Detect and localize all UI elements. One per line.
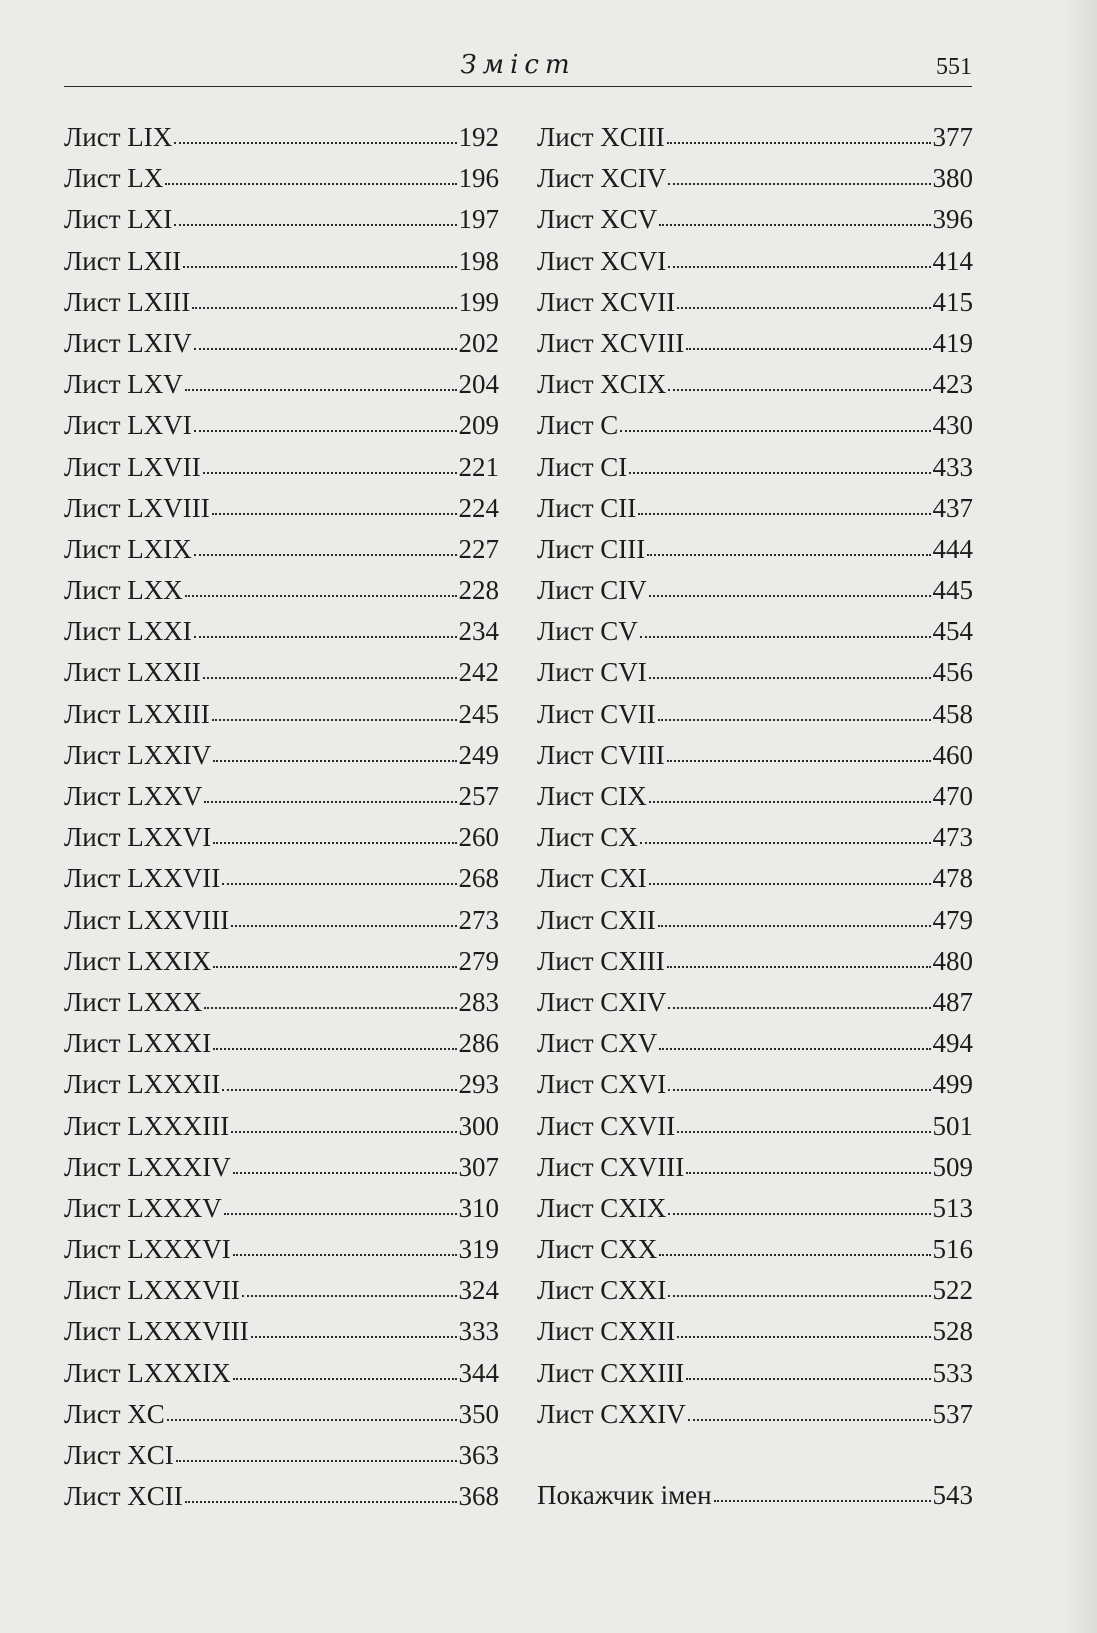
toc-entry (537, 1229, 973, 1270)
toc-entry (64, 1023, 499, 1064)
toc-dot-leader (649, 589, 931, 597)
toc-dot-leader (222, 877, 456, 885)
toc-dot-leader (231, 919, 456, 927)
toc-entry-title: Лист CXXI (537, 1275, 667, 1306)
toc-entry (64, 1147, 499, 1188)
toc-entry-page: 279 (458, 945, 499, 976)
toc-entry-page: 197 (458, 204, 499, 235)
toc-entry-page: 350 (458, 1398, 499, 1429)
toc-entry-page: 456 (932, 657, 973, 688)
toc-entry-title: Лист LXXIX (64, 945, 212, 976)
toc-entry-page: 528 (932, 1316, 973, 1347)
toc-entry-title: Лист LXXXVI (64, 1234, 231, 1265)
toc-entry (64, 1188, 499, 1229)
toc-entry (64, 1106, 499, 1147)
toc-entry-page: 199 (458, 286, 499, 317)
toc-dot-leader (677, 301, 930, 309)
toc-dot-leader (194, 630, 457, 638)
toc-dot-leader (233, 1372, 457, 1380)
toc-dot-leader (212, 713, 457, 721)
toc-entry (537, 1394, 973, 1435)
toc-entry (537, 1023, 973, 1064)
toc-dot-leader (667, 960, 931, 968)
toc-entry-page: 516 (932, 1234, 973, 1265)
toc-entry-title: Лист XCVI (537, 245, 667, 276)
toc-entry-title: Лист CX (537, 822, 638, 853)
toc-entry-title: Лист LXXIII (64, 698, 210, 729)
toc-entry-title: Лист CXVII (537, 1110, 676, 1141)
toc-dot-leader (204, 1001, 456, 1009)
toc-entry-page: 437 (932, 492, 973, 523)
toc-entry-page: 415 (932, 286, 973, 317)
toc-dot-leader (677, 1330, 930, 1338)
toc-entry (64, 858, 499, 899)
toc-entry (64, 817, 499, 858)
running-header (64, 48, 972, 87)
toc-entry (64, 282, 499, 323)
toc-entry-title: Лист XCVII (537, 286, 676, 317)
toc-entry-title: Лист CXVIII (537, 1151, 685, 1182)
toc-entry-title: Лист CXVI (537, 1069, 667, 1100)
toc-dot-leader (649, 671, 931, 679)
toc-dot-leader (176, 1454, 457, 1462)
toc-entry (537, 1311, 973, 1352)
toc-entry-title: Лист LXVIII (64, 492, 210, 523)
toc-entry-title: Лист LXXXI (64, 1028, 212, 1059)
toc-entry-page: 444 (932, 533, 973, 564)
toc-dot-leader (233, 1248, 457, 1256)
toc-dot-leader (677, 1125, 930, 1133)
toc-entry (64, 694, 499, 735)
toc-entry-page: 268 (458, 863, 499, 894)
toc-dot-leader (686, 1166, 930, 1174)
toc-dot-leader (686, 1372, 930, 1380)
toc-entry-page: 445 (932, 575, 973, 606)
toc-entry-title: Лист CVI (537, 657, 647, 688)
toc-entry (537, 570, 973, 611)
toc-entry (537, 858, 973, 899)
toc-entry-page: 234 (458, 616, 499, 647)
toc-entry (64, 1270, 499, 1311)
toc-dot-leader (224, 1207, 457, 1215)
toc-entry-page: 224 (458, 492, 499, 523)
toc-right-column (537, 117, 973, 1435)
toc-dot-leader (668, 1289, 930, 1297)
toc-entry-page: 470 (932, 781, 973, 811)
toc-entry (64, 776, 499, 817)
toc-entry-page: 344 (458, 1357, 499, 1388)
toc-dot-leader (667, 754, 931, 762)
toc-entry-title: Лист LXX (64, 575, 183, 606)
toc-entry-title: Лист LXI (64, 204, 173, 235)
toc-entry-page: 245 (458, 698, 499, 729)
toc-entry-page: 501 (932, 1110, 973, 1141)
toc-entry-title: Лист CIX (537, 781, 647, 811)
toc-dot-leader (213, 836, 456, 844)
toc-entry-title: Лист CXII (537, 904, 656, 935)
toc-entry (537, 1106, 973, 1147)
toc-entry-title: Лист LXXXIV (64, 1151, 231, 1182)
toc-entry (64, 1476, 499, 1517)
toc-entry (537, 199, 973, 240)
toc-entry (64, 1353, 499, 1394)
toc-entry-title: Лист LXVI (64, 410, 192, 441)
toc-dot-leader (183, 260, 456, 268)
toc-dot-leader (688, 1413, 931, 1421)
toc-dot-leader (174, 136, 456, 144)
toc-entry-page: 478 (932, 863, 973, 894)
toc-entry-title: Лист LXXX (64, 986, 203, 1017)
toc-entry-title: Лист LXXV (64, 781, 203, 811)
toc-dot-leader (620, 424, 930, 432)
toc-entry-title: Лист CXXII (537, 1316, 676, 1347)
toc-entry (537, 1147, 973, 1188)
toc-entry-page: 487 (932, 986, 973, 1017)
toc-entry-title: Лист LXIV (64, 327, 192, 358)
toc-left-column (64, 117, 499, 1517)
toc-entry-title: Лист LXXXV (64, 1192, 222, 1223)
toc-entry (537, 529, 973, 570)
toc-entry-page: 460 (932, 739, 973, 770)
toc-dot-leader (640, 836, 931, 844)
toc-entry-title: Лист CII (537, 492, 637, 523)
toc-dot-leader (233, 1166, 457, 1174)
toc-dot-leader (668, 260, 930, 268)
toc-dot-leader (629, 466, 930, 474)
toc-dot-leader (192, 301, 456, 309)
toc-entry (64, 364, 499, 405)
toc-entry-title: Лист LXXXIII (64, 1110, 230, 1141)
toc-entry-page: 242 (458, 657, 499, 688)
toc-entry-page: 293 (458, 1069, 499, 1100)
toc-entry (64, 447, 499, 488)
toc-entry-title: Лист CXI (537, 863, 647, 894)
toc-dot-leader (231, 1125, 456, 1133)
toc-dot-leader (658, 919, 931, 927)
toc-entry-page: 333 (458, 1316, 499, 1347)
toc-entry-title: Лист CIV (537, 575, 647, 606)
toc-dot-leader (185, 1495, 457, 1503)
toc-entry-page: 363 (458, 1440, 499, 1470)
toc-entry-title: Лист LXII (64, 245, 182, 276)
toc-dot-leader (668, 1001, 930, 1009)
toc-entry (537, 776, 973, 817)
toc-entry-page: 202 (458, 327, 499, 358)
toc-entry-page: 209 (458, 410, 499, 441)
toc-dot-leader (659, 1248, 930, 1256)
toc-entry-title: Лист C (537, 410, 619, 441)
toc-entry-page: 319 (458, 1234, 499, 1265)
toc-entry-title: Лист CI (537, 451, 628, 482)
toc-dot-leader (222, 1083, 456, 1091)
toc-entry-page: 273 (458, 904, 499, 935)
page-number: 551 (936, 54, 972, 80)
toc-dot-leader (213, 1042, 456, 1050)
toc-entry (537, 158, 973, 199)
toc-entry-title: Лист LX (64, 163, 164, 194)
toc-dot-leader (668, 1083, 930, 1091)
toc-entry-page: 221 (458, 451, 499, 482)
toc-entry-title: Лист LXXVII (64, 863, 221, 894)
toc-dot-leader (194, 424, 457, 432)
toc-entry-page: 543 (932, 1480, 973, 1510)
toc-entry (537, 241, 973, 282)
toc-dot-leader (242, 1289, 457, 1297)
toc-entry-title: Лист CXV (537, 1028, 658, 1059)
toc-dot-leader (165, 177, 456, 185)
toc-entry (537, 652, 973, 693)
toc-entry-title: Лист XCV (537, 204, 658, 235)
toc-entry (537, 364, 973, 405)
toc-entry (537, 900, 973, 941)
toc-entry-page: 499 (932, 1069, 973, 1100)
toc-entry-title: Лист LXVII (64, 451, 201, 482)
toc-entry-page: 260 (458, 822, 499, 853)
toc-entry (64, 529, 499, 570)
toc-entry (64, 117, 499, 158)
toc-entry (64, 405, 499, 446)
toc-entry (537, 405, 973, 446)
toc-entry-title: Лист LXXVIII (64, 904, 230, 935)
toc-entry-page: 204 (458, 369, 499, 400)
toc-entry (64, 652, 499, 693)
toc-dot-leader (668, 177, 930, 185)
toc-entry (64, 158, 499, 199)
toc-entry-title: Лист CXX (537, 1234, 658, 1265)
toc-dot-leader (203, 466, 457, 474)
toc-entry (537, 611, 973, 652)
toc-entry-page: 283 (458, 986, 499, 1017)
toc-entry (64, 900, 499, 941)
toc-entry (64, 611, 499, 652)
toc-entry-title: Лист XCIV (537, 163, 667, 194)
toc-entry (537, 982, 973, 1023)
toc-entry (537, 1188, 973, 1229)
toc-dot-leader (194, 342, 457, 350)
toc-entry (64, 1229, 499, 1270)
toc-entry-title: Лист LXXIV (64, 739, 212, 770)
toc-dot-leader (174, 218, 456, 226)
toc-entry-title: Лист XCIII (537, 122, 665, 152)
toc-entry-page: 479 (932, 904, 973, 935)
toc-entry-title: Лист LXXXII (64, 1069, 221, 1100)
toc-entry-page: 513 (932, 1192, 973, 1223)
toc-entry-page: 228 (458, 575, 499, 606)
toc-dot-leader (640, 630, 931, 638)
toc-entry-title: Лист LXXI (64, 616, 192, 647)
toc-dot-leader (686, 342, 930, 350)
toc-entry-title: Лист LXXII (64, 657, 201, 688)
toc-dot-leader (185, 589, 457, 597)
toc-entry-title: Лист LXIX (64, 533, 192, 564)
toc-entry-page: 537 (932, 1398, 973, 1429)
toc-entry (64, 1064, 499, 1105)
toc-entry (64, 1394, 499, 1435)
toc-entry (64, 241, 499, 282)
toc-entry-title: Лист LXXXIX (64, 1357, 231, 1388)
toc-entry-name-index (537, 1475, 973, 1516)
toc-entry-page: 509 (932, 1151, 973, 1182)
toc-entry-title: Лист CV (537, 616, 638, 647)
toc-entry (537, 282, 973, 323)
header-title: Зміст (460, 50, 576, 80)
toc-entry-page: 419 (932, 327, 973, 358)
toc-entry-page: 286 (458, 1028, 499, 1059)
toc-entry-page: 458 (932, 698, 973, 729)
toc-dot-leader (649, 795, 931, 803)
toc-dot-leader (203, 671, 457, 679)
toc-entry-page: 522 (932, 1275, 973, 1306)
toc-entry-title: Лист CVII (537, 698, 656, 729)
toc-entry (537, 694, 973, 735)
toc-entry-page: 249 (458, 739, 499, 770)
toc-entry-title: Лист CXXIV (537, 1398, 686, 1429)
toc-entry (64, 982, 499, 1023)
toc-entry-title: Лист XCI (64, 1440, 174, 1470)
toc-entry-page: 192 (458, 122, 499, 152)
toc-entry (64, 941, 499, 982)
toc-entry (537, 1270, 973, 1311)
toc-entry-page: 368 (458, 1481, 499, 1512)
toc-dot-leader (251, 1330, 457, 1338)
toc-entry (64, 488, 499, 529)
toc-entry-title: Лист XCII (64, 1481, 183, 1512)
toc-entry-page: 227 (458, 533, 499, 564)
toc-entry-title: Лист LXXXVIII (64, 1316, 249, 1347)
toc-entry-title: Лист LIX (64, 122, 173, 152)
toc-entry-title: Лист CVIII (537, 739, 665, 770)
toc-dot-leader (194, 548, 457, 556)
toc-entry-title: Лист XCVIII (537, 327, 685, 358)
toc-entry (537, 117, 973, 158)
toc-entry-page: 324 (458, 1275, 499, 1306)
toc-entry-title: Лист LXV (64, 369, 183, 400)
toc-entry (537, 817, 973, 858)
toc-entry-page: 307 (458, 1151, 499, 1182)
toc-entry (537, 488, 973, 529)
toc-dot-leader (658, 713, 931, 721)
toc-entry (537, 941, 973, 982)
toc-dot-leader (659, 218, 930, 226)
toc-entry-title: Лист CXIV (537, 986, 667, 1017)
toc-entry (64, 735, 499, 776)
toc-dot-leader (647, 548, 930, 556)
toc-dot-leader (668, 383, 930, 391)
toc-entry-title: Лист XCIX (537, 369, 667, 400)
toc-dot-leader (204, 795, 456, 803)
toc-entry-title: Лист LXIII (64, 286, 191, 317)
toc-entry-page: 473 (932, 822, 973, 853)
toc-entry-title: Лист CXIX (537, 1192, 667, 1223)
toc-entry-page: 430 (932, 410, 973, 441)
toc-dot-leader (659, 1042, 930, 1050)
toc-entry-title: Лист CXIII (537, 945, 665, 976)
toc-entry (537, 735, 973, 776)
toc-entry-page: 380 (932, 163, 973, 194)
toc-entry-page: 494 (932, 1028, 973, 1059)
toc-entry-title: Лист CIII (537, 533, 646, 564)
toc-entry-page: 196 (458, 163, 499, 194)
toc-entry-page: 377 (932, 122, 973, 152)
toc-dot-leader (213, 960, 456, 968)
toc-dot-leader (667, 136, 931, 144)
toc-entry (64, 1311, 499, 1352)
toc-entry (64, 199, 499, 240)
toc-dot-leader (638, 507, 930, 515)
toc-entry (537, 1353, 973, 1394)
toc-entry-title: Лист CXXIII (537, 1357, 685, 1388)
toc-dot-leader (649, 877, 931, 885)
toc-entry (537, 1064, 973, 1105)
toc-entry (537, 447, 973, 488)
toc-entry-page: 310 (458, 1192, 499, 1223)
toc-entry (64, 1435, 499, 1476)
toc-entry-page: 533 (932, 1357, 973, 1388)
toc-entry-page: 257 (458, 781, 499, 811)
toc-dot-leader (167, 1413, 457, 1421)
toc-entry-title: Лист LXXXVII (64, 1275, 240, 1306)
toc-entry (537, 323, 973, 364)
toc-entry-page: 480 (932, 945, 973, 976)
toc-dot-leader (213, 754, 456, 762)
toc-entry (64, 570, 499, 611)
toc-entry-page: 423 (932, 369, 973, 400)
toc-dot-leader (668, 1207, 930, 1215)
toc-entry-page: 433 (932, 451, 973, 482)
toc-entry-title: Покажчик імен (537, 1480, 712, 1510)
toc-entry-page: 414 (932, 245, 973, 276)
toc-entry-page: 300 (458, 1110, 499, 1141)
toc-entry (64, 323, 499, 364)
toc-entry-title: Лист XC (64, 1398, 165, 1429)
toc-dot-leader (185, 383, 457, 391)
toc-entry-page: 198 (458, 245, 499, 276)
toc-entry-page: 454 (932, 616, 973, 647)
toc-entry-title: Лист LXXVI (64, 822, 212, 853)
toc-dot-leader (714, 1494, 931, 1502)
toc-entry-page: 396 (932, 204, 973, 235)
toc-dot-leader (212, 507, 457, 515)
